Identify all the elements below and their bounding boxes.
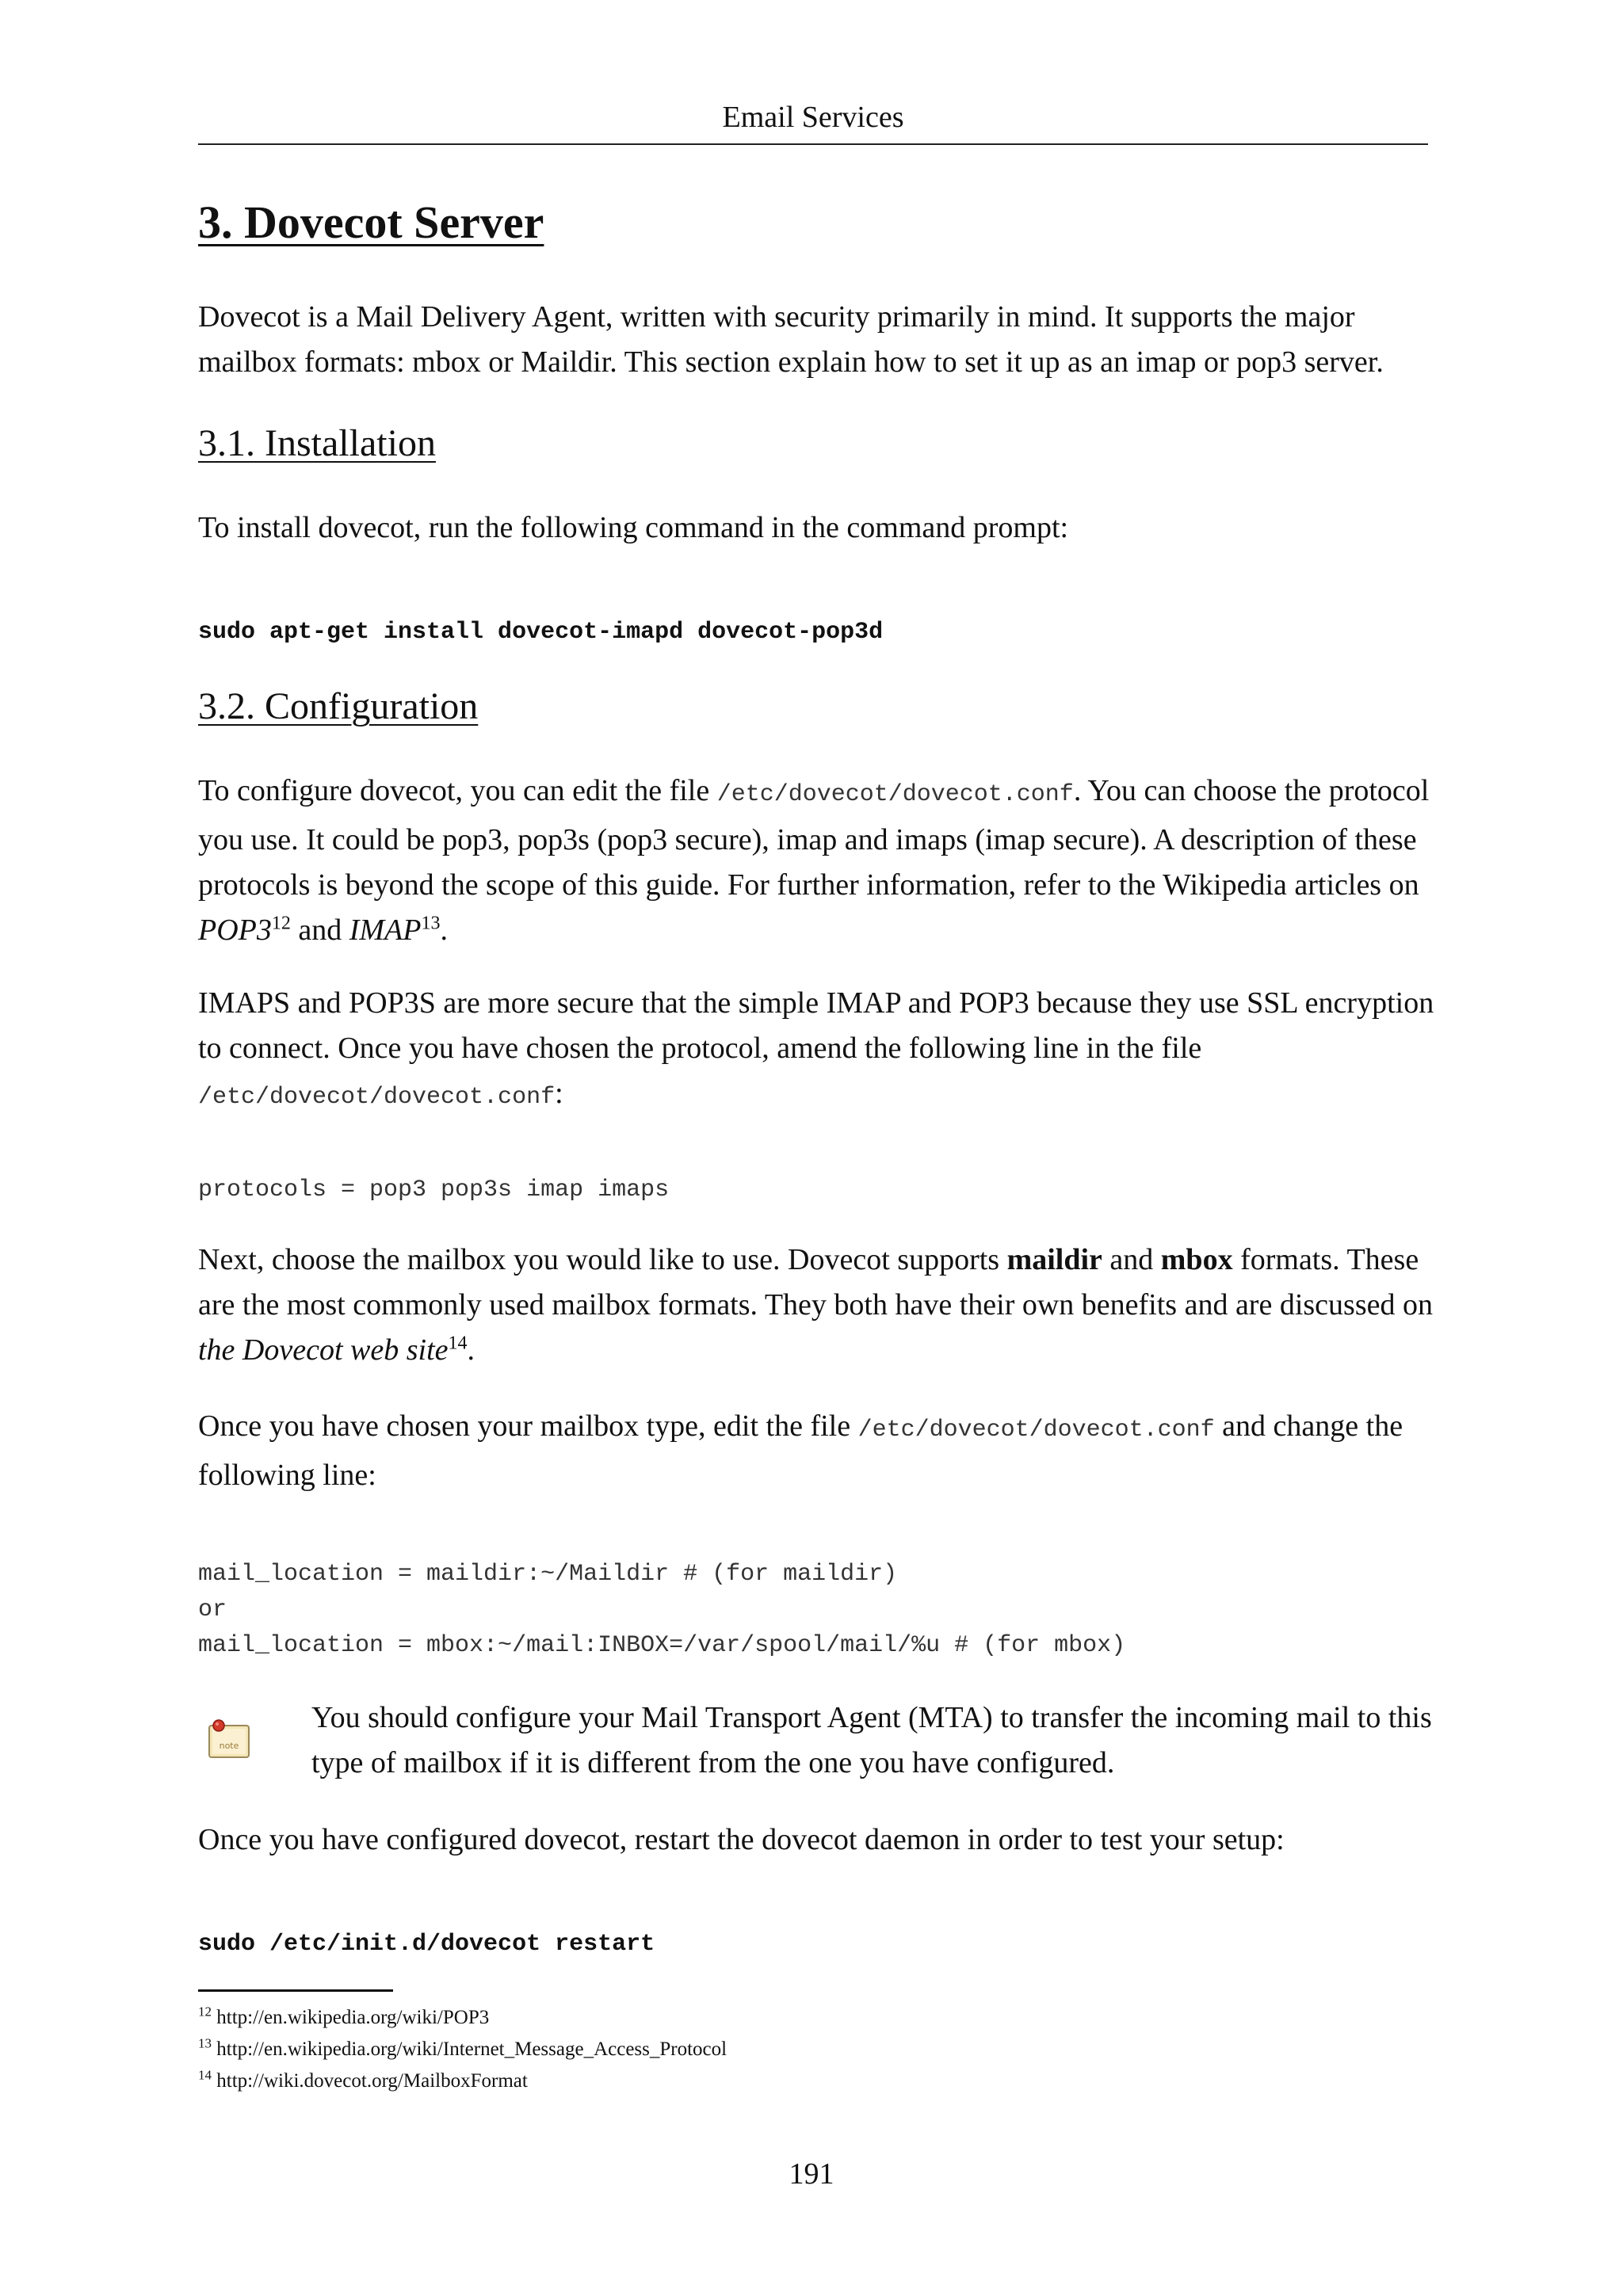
footnote-13 xyxy=(198,2036,727,2063)
text-run: and xyxy=(290,913,349,947)
footnote-url[interactable]: http://wiki.dovecot.org/MailboxFormat xyxy=(216,2070,528,2092)
note-text: You should configure your Mail Transport Agent (MTA) to transfer the incoming mail to this type of mailbox if it is different from the one you have configured. xyxy=(311,1701,1432,1779)
footnote-12 xyxy=(198,2004,489,2031)
footnote-rule xyxy=(198,1989,393,1992)
footnote-ref-12[interactable]: 12 xyxy=(271,913,291,934)
text-run: Once you have chosen your mailbox type, edit the file xyxy=(198,1409,858,1443)
footnote-number: 14 xyxy=(198,2067,212,2083)
protocols-line: protocols = pop3 pop3s imap imaps xyxy=(198,1177,670,1203)
footnote-14 xyxy=(198,2068,528,2095)
config-file-path: /etc/dovecot/dovecot.conf xyxy=(198,1084,556,1111)
text-run: . You can choose the protocol you use. It could be pop3, pop3s (pop3 secure), imap and imaps (imap secure). A description of these protocols is beyond the scope of this guide. For further information, refer to the Wikipedia articles on xyxy=(198,774,1430,902)
restart-command: sudo /etc/init.d/dovecot restart xyxy=(198,1931,655,1958)
text-run: Next, choose the mailbox you would like to use. Dovecot supports xyxy=(198,1243,1007,1276)
footnote-ref-13[interactable]: 13 xyxy=(421,913,441,934)
config-paragraph-3 xyxy=(198,1238,1434,1373)
text-run: formats. These are the most commonly used mailbox formats. They both have their own benefits and are discussed on xyxy=(198,1243,1433,1322)
footnote-url[interactable]: http://en.wikipedia.org/wiki/POP3 xyxy=(216,2007,490,2028)
config-paragraph-2 xyxy=(198,981,1434,1120)
config-paragraph-5: Once you have configured dovecot, restart the dovecot daemon in order to test your setup: xyxy=(198,1823,1285,1856)
mail-location-line-3: mail_location = mbox:~/mail:INBOX=/var/spool/mail/%u # (for mbox) xyxy=(198,1632,1126,1659)
running-header: Email Services xyxy=(722,101,904,134)
install-command: sudo apt-get install dovecot-imapd dovecot-pop3d xyxy=(198,619,884,646)
dovecot-site-link[interactable]: the Dovecot web site xyxy=(198,1333,449,1367)
svg-text:note: note xyxy=(219,1741,239,1751)
text-run: and xyxy=(1102,1243,1161,1276)
mail-location-line-2: or xyxy=(198,1596,227,1623)
section-title: 3. Dovecot Server xyxy=(198,196,544,248)
mbox-term: mbox xyxy=(1160,1243,1233,1276)
footnote-ref-14[interactable]: 14 xyxy=(448,1333,468,1354)
pop3-link[interactable]: POP3 xyxy=(198,913,272,947)
footnote-url[interactable]: http://en.wikipedia.org/wiki/Internet_Message_Access_Protocol xyxy=(216,2039,727,2060)
imap-link[interactable]: IMAP xyxy=(349,913,422,947)
text-run: IMAPS and POP3S are more secure that the simple IMAP and POP3 because they use SSL encryption to connect. Once you have chosen the protocol, amend the following line in the file xyxy=(198,986,1434,1065)
maildir-term: maildir xyxy=(1006,1243,1102,1276)
installation-text: To install dovecot, run the following command in the command prompt: xyxy=(198,511,1069,544)
note-icon xyxy=(204,1714,254,1764)
config-paragraph-4 xyxy=(198,1404,1434,1498)
config-file-path: /etc/dovecot/dovecot.conf xyxy=(857,1417,1215,1444)
configuration-heading: 3.2. Configuration xyxy=(198,685,479,727)
config-paragraph-1 xyxy=(198,769,1434,953)
header-rule xyxy=(198,143,1428,145)
mail-location-line-1: mail_location = maildir:~/Maildir # (for maildir) xyxy=(198,1561,898,1588)
config-file-path: /etc/dovecot/dovecot.conf xyxy=(716,781,1074,808)
text-run: and change the following line: xyxy=(198,1409,1403,1492)
installation-heading: 3.1. Installation xyxy=(198,422,436,464)
text-run: To configure dovecot, you can edit the file xyxy=(198,774,717,807)
footnote-number: 12 xyxy=(198,2004,212,2019)
text-run: . xyxy=(440,913,448,947)
footnote-number: 13 xyxy=(198,2035,212,2051)
text-run: . xyxy=(467,1333,475,1367)
text-run: : xyxy=(555,1077,563,1110)
intro-paragraph: Dovecot is a Mail Delivery Agent, written with security primarily in mind. It supports the major mailbox formats: mbox or Maildir. This section explain how to set it up as an imap or pop3 server. xyxy=(198,300,1384,379)
page-number: 191 xyxy=(789,2157,834,2191)
